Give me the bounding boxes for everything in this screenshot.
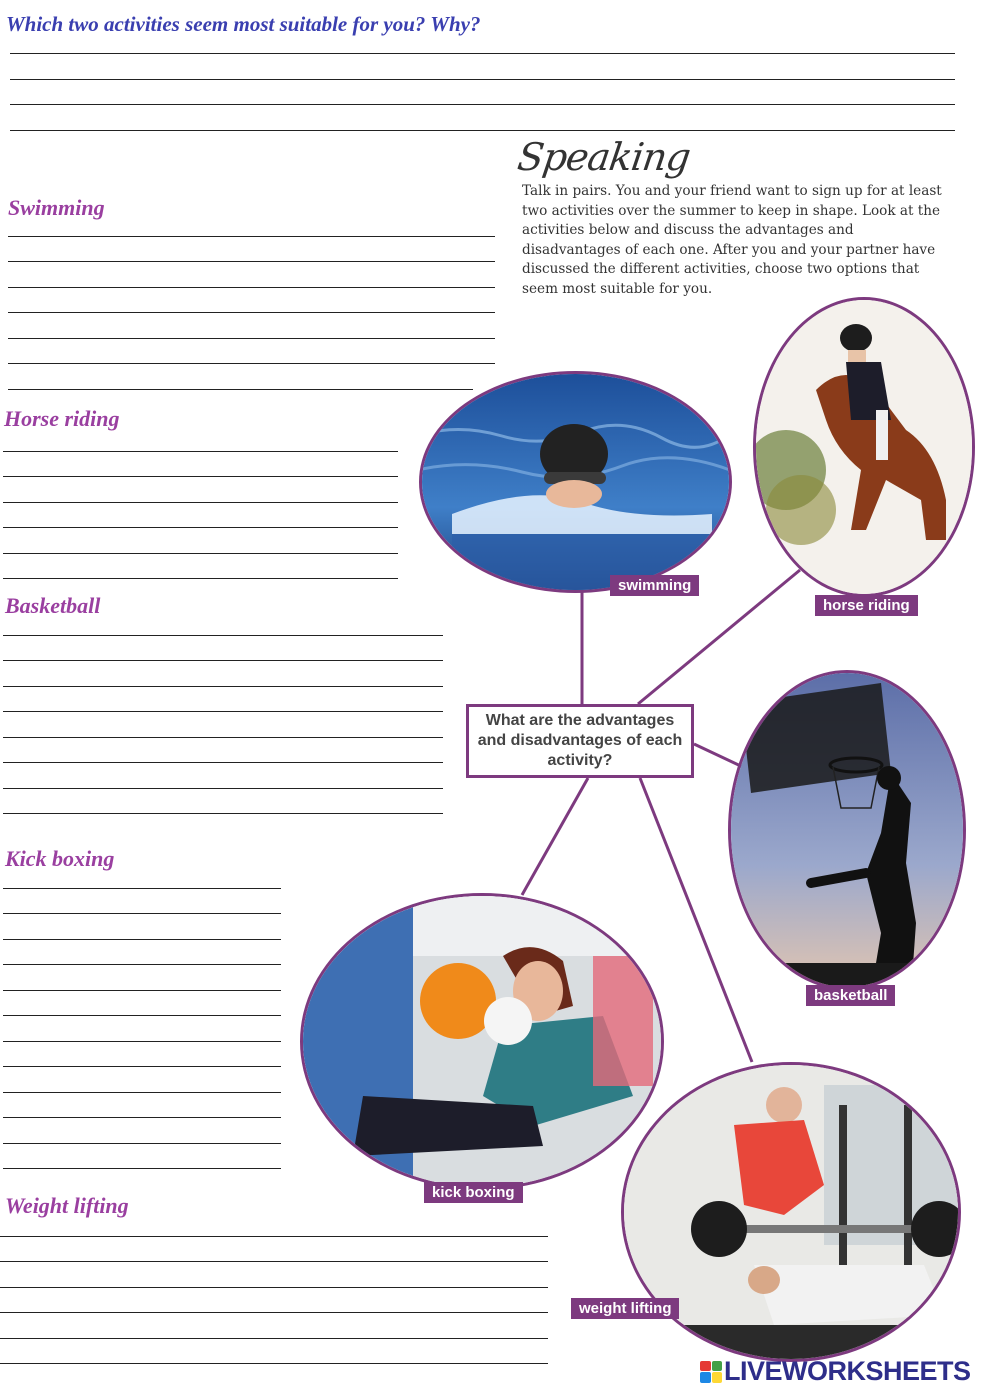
heading-swimming: Swimming [8, 195, 105, 220]
heading-basketball: Basketball [5, 593, 101, 618]
heading-horse-riding: Horse riding [4, 406, 120, 431]
basketball-label: basketball [806, 985, 895, 1006]
swimming-photo [419, 371, 732, 593]
basketball-photo [728, 670, 966, 990]
speaking-title: Speaking [514, 135, 693, 179]
liveworksheets-logo-icon [700, 1361, 722, 1383]
brand-name: LIVEWORKSHEETS [724, 1356, 971, 1386]
kick-boxing-label: kick boxing [424, 1182, 523, 1203]
main-question: Which two activities seem most suitable for you? Why? [6, 12, 481, 36]
kick-boxing-photo [300, 893, 664, 1190]
speaking-instructions: Talk in pairs. You and your friend want to sign up for at least two activities over the summer to keep in shape. Look at the activities below and discuss the advantages and disadvantages of each one. After you and your partner have discussed the different activities, choose two options that seem most suitable for you. [522, 183, 942, 297]
liveworksheets-logo[interactable] [700, 1356, 971, 1387]
horse-riding-photo [753, 297, 975, 597]
heading-kick-boxing: Kick boxing [5, 846, 115, 871]
heading-weight-lifting: Weight lifting [5, 1193, 129, 1218]
weight-lifting-label: weight lifting [571, 1298, 679, 1319]
horse-riding-label: horse riding [815, 595, 918, 616]
swimming-label: swimming [610, 575, 699, 596]
center-question-box: What are the advantages and disadvantages of each activity? [466, 704, 694, 778]
